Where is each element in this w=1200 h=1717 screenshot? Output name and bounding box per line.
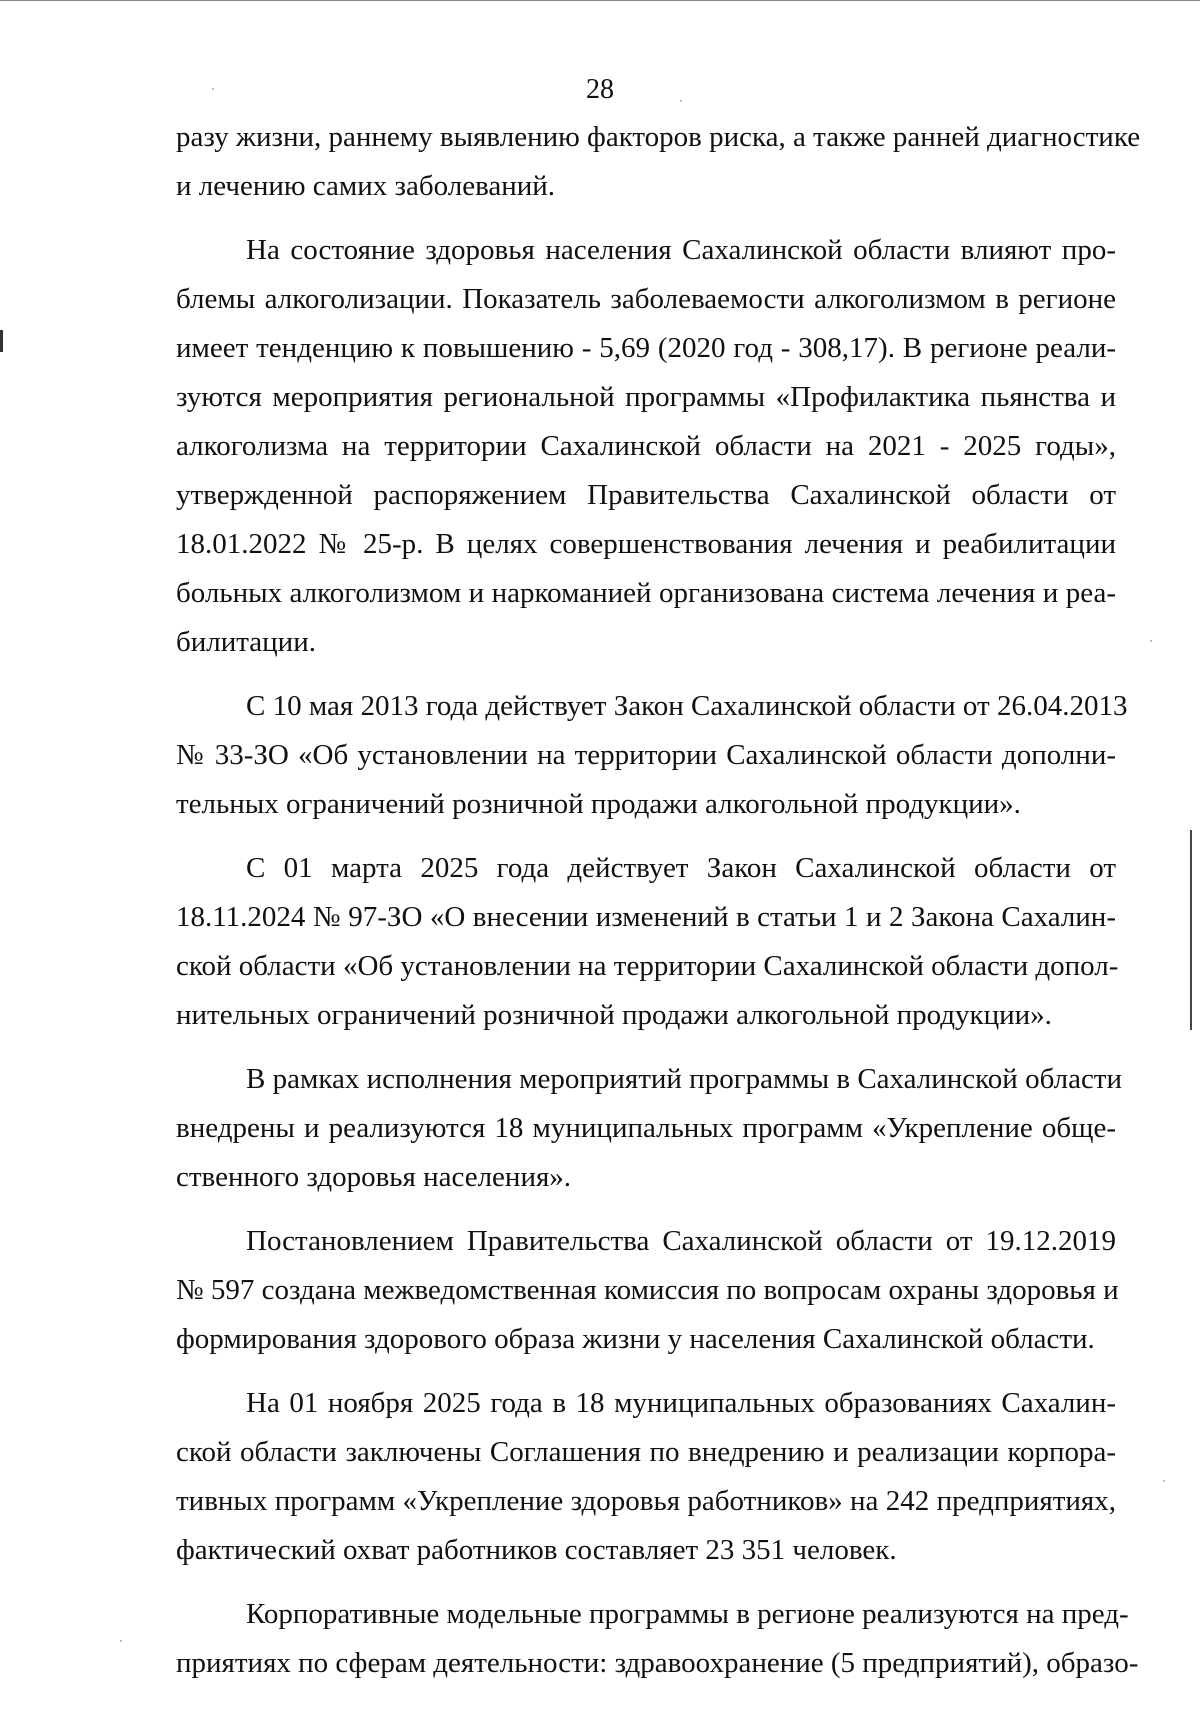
text-line: 18.01.2022 № 25-р. В целях совершенствования лечения и реабилитации (176, 528, 1116, 560)
scan-top-edge (0, 0, 1200, 1)
text-line: больных алкоголизмом и наркоманией организована система лечения и реа- (176, 577, 1116, 609)
text-line: формирования здорового образа жизни у населения Сахалинской области. (176, 1323, 1095, 1355)
text-line: ственного здоровья населения». (176, 1161, 572, 1193)
text-line: 18.11.2024 № 97-ЗО «О внесении изменений в статьи 1 и 2 Закона Сахалин- (176, 901, 1116, 933)
text-line: На 01 ноября 2025 года в 18 муниципальных образованиях Сахалин- (246, 1387, 1116, 1419)
body-text (176, 113, 1141, 1688)
text-line: алкоголизма на территории Сахалинской области на 2021 - 2025 годы», (176, 430, 1116, 462)
text-line: блемы алкоголизации. Показатель заболеваемости алкоголизмом в регионе (176, 283, 1116, 315)
scan-speck (1163, 1480, 1165, 1482)
text-line: На состояние здоровья населения Сахалинской области влияют про- (246, 234, 1116, 266)
text-line: внедрены и реализуются 18 муниципальных программ «Укрепление обще- (176, 1112, 1116, 1144)
scan-speck (1150, 640, 1152, 642)
text-line: С 01 марта 2025 года действует Закон Сахалинской области от (246, 852, 1116, 884)
text-line: разу жизни, раннему выявлению факторов риска, а также ранней диагностике (176, 121, 1141, 153)
text-line: приятиях по сферам деятельности: здравоохранение (5 предприятий), образо- (176, 1647, 1139, 1679)
text-line: тельных ограничений розничной продажи алкогольной продукции». (176, 788, 1021, 820)
text-line: тивных программ «Укрепление здоровья работников» на 242 предприятиях, (176, 1485, 1116, 1517)
text-line: Корпоративные модельные программы в регионе реализуются на пред- (246, 1598, 1129, 1630)
text-line: № 597 создана межведомственная комиссия по вопросам охраны здоровья и (176, 1274, 1119, 1306)
text-line: ской области заключены Соглашения по внедрению и реализации корпора- (176, 1436, 1116, 1468)
scan-edge-mark (1190, 830, 1192, 1030)
scan-speck (120, 1640, 122, 1642)
scan-edge-mark (0, 330, 3, 352)
text-line: и лечению самих заболеваний. (176, 170, 556, 202)
text-line: нительных ограничений розничной продажи алкогольной продукции». (176, 999, 1052, 1031)
text-line: ской области «Об установлении на территории Сахалинской области допол- (176, 950, 1119, 982)
page-number: 28 (586, 74, 614, 105)
text-line: С 10 мая 2013 года действует Закон Сахалинской области от 26.04.2013 (246, 690, 1128, 722)
text-line: зуются мероприятия региональной программы «Профилактика пьянства и (176, 381, 1116, 413)
text-line: утвержденной распоряжением Правительства Сахалинской области от (176, 479, 1116, 511)
text-line: В рамках исполнения мероприятий программы в Сахалинской области (246, 1063, 1123, 1095)
text-line: № 33-ЗО «Об установлении на территории Сахалинской области дополни- (176, 739, 1116, 771)
text-line: фактический охват работников составляет 23 351 человек. (176, 1534, 897, 1566)
text-line: имеет тенденцию к повышению - 5,69 (2020 год - 308,17). В регионе реали- (176, 332, 1116, 364)
text-line: Постановлением Правительства Сахалинской области от 19.12.2019 (246, 1225, 1116, 1257)
text-line: билитации. (176, 626, 316, 658)
